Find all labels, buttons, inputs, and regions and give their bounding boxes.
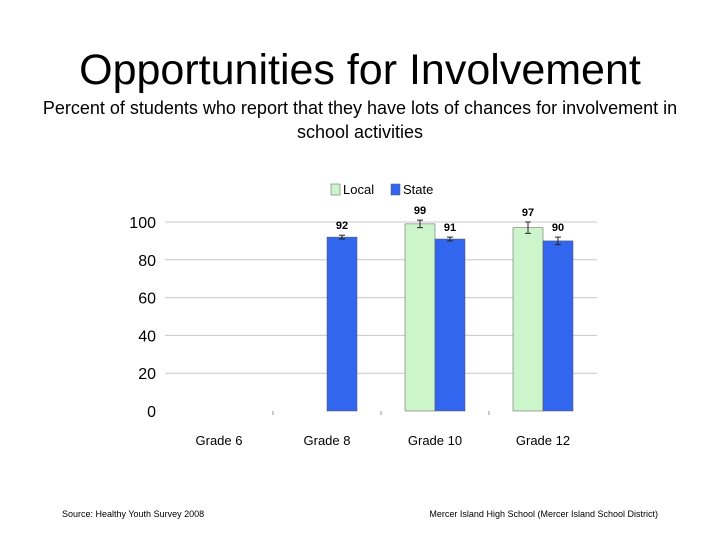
slide-subtitle: Percent of students who report that they have lots of chances for involvement in school activities xyxy=(42,98,678,142)
bar-state xyxy=(327,237,357,411)
data-label: 90 xyxy=(551,222,565,235)
bar-state xyxy=(435,239,465,411)
y-tick-label: 60 xyxy=(138,290,156,308)
y-tick-label: 0 xyxy=(147,404,156,421)
y-tick-label: 100 xyxy=(129,215,156,232)
y-tick-label: 80 xyxy=(138,252,156,270)
bar-local xyxy=(405,224,435,411)
data-label: 97 xyxy=(521,207,535,219)
legend-label-state: State xyxy=(403,182,434,197)
x-tick-label: Grade 12 xyxy=(515,433,571,448)
x-tick-label: Grade 8 xyxy=(303,433,351,448)
data-label: 91 xyxy=(443,222,457,235)
bar-state xyxy=(543,241,573,411)
data-label: 99 xyxy=(413,205,427,218)
x-tick-label: Grade 10 xyxy=(407,433,463,448)
legend-swatch-local xyxy=(331,184,340,195)
source-note: Source: Healthy Youth Survey 2008 xyxy=(62,509,205,519)
y-tick-label: 40 xyxy=(138,328,156,346)
school-note: Mercer Island High School (Mercer Island School District) xyxy=(429,509,658,519)
y-tick-label: 20 xyxy=(138,366,156,384)
data-label: 92 xyxy=(335,220,349,233)
x-tick-label: Grade 6 xyxy=(195,433,243,448)
bar-local xyxy=(513,228,543,411)
legend-label-local: Local xyxy=(343,182,375,197)
legend-swatch-state xyxy=(391,184,400,195)
slide-title: Opportunities for Involvement xyxy=(79,46,641,94)
